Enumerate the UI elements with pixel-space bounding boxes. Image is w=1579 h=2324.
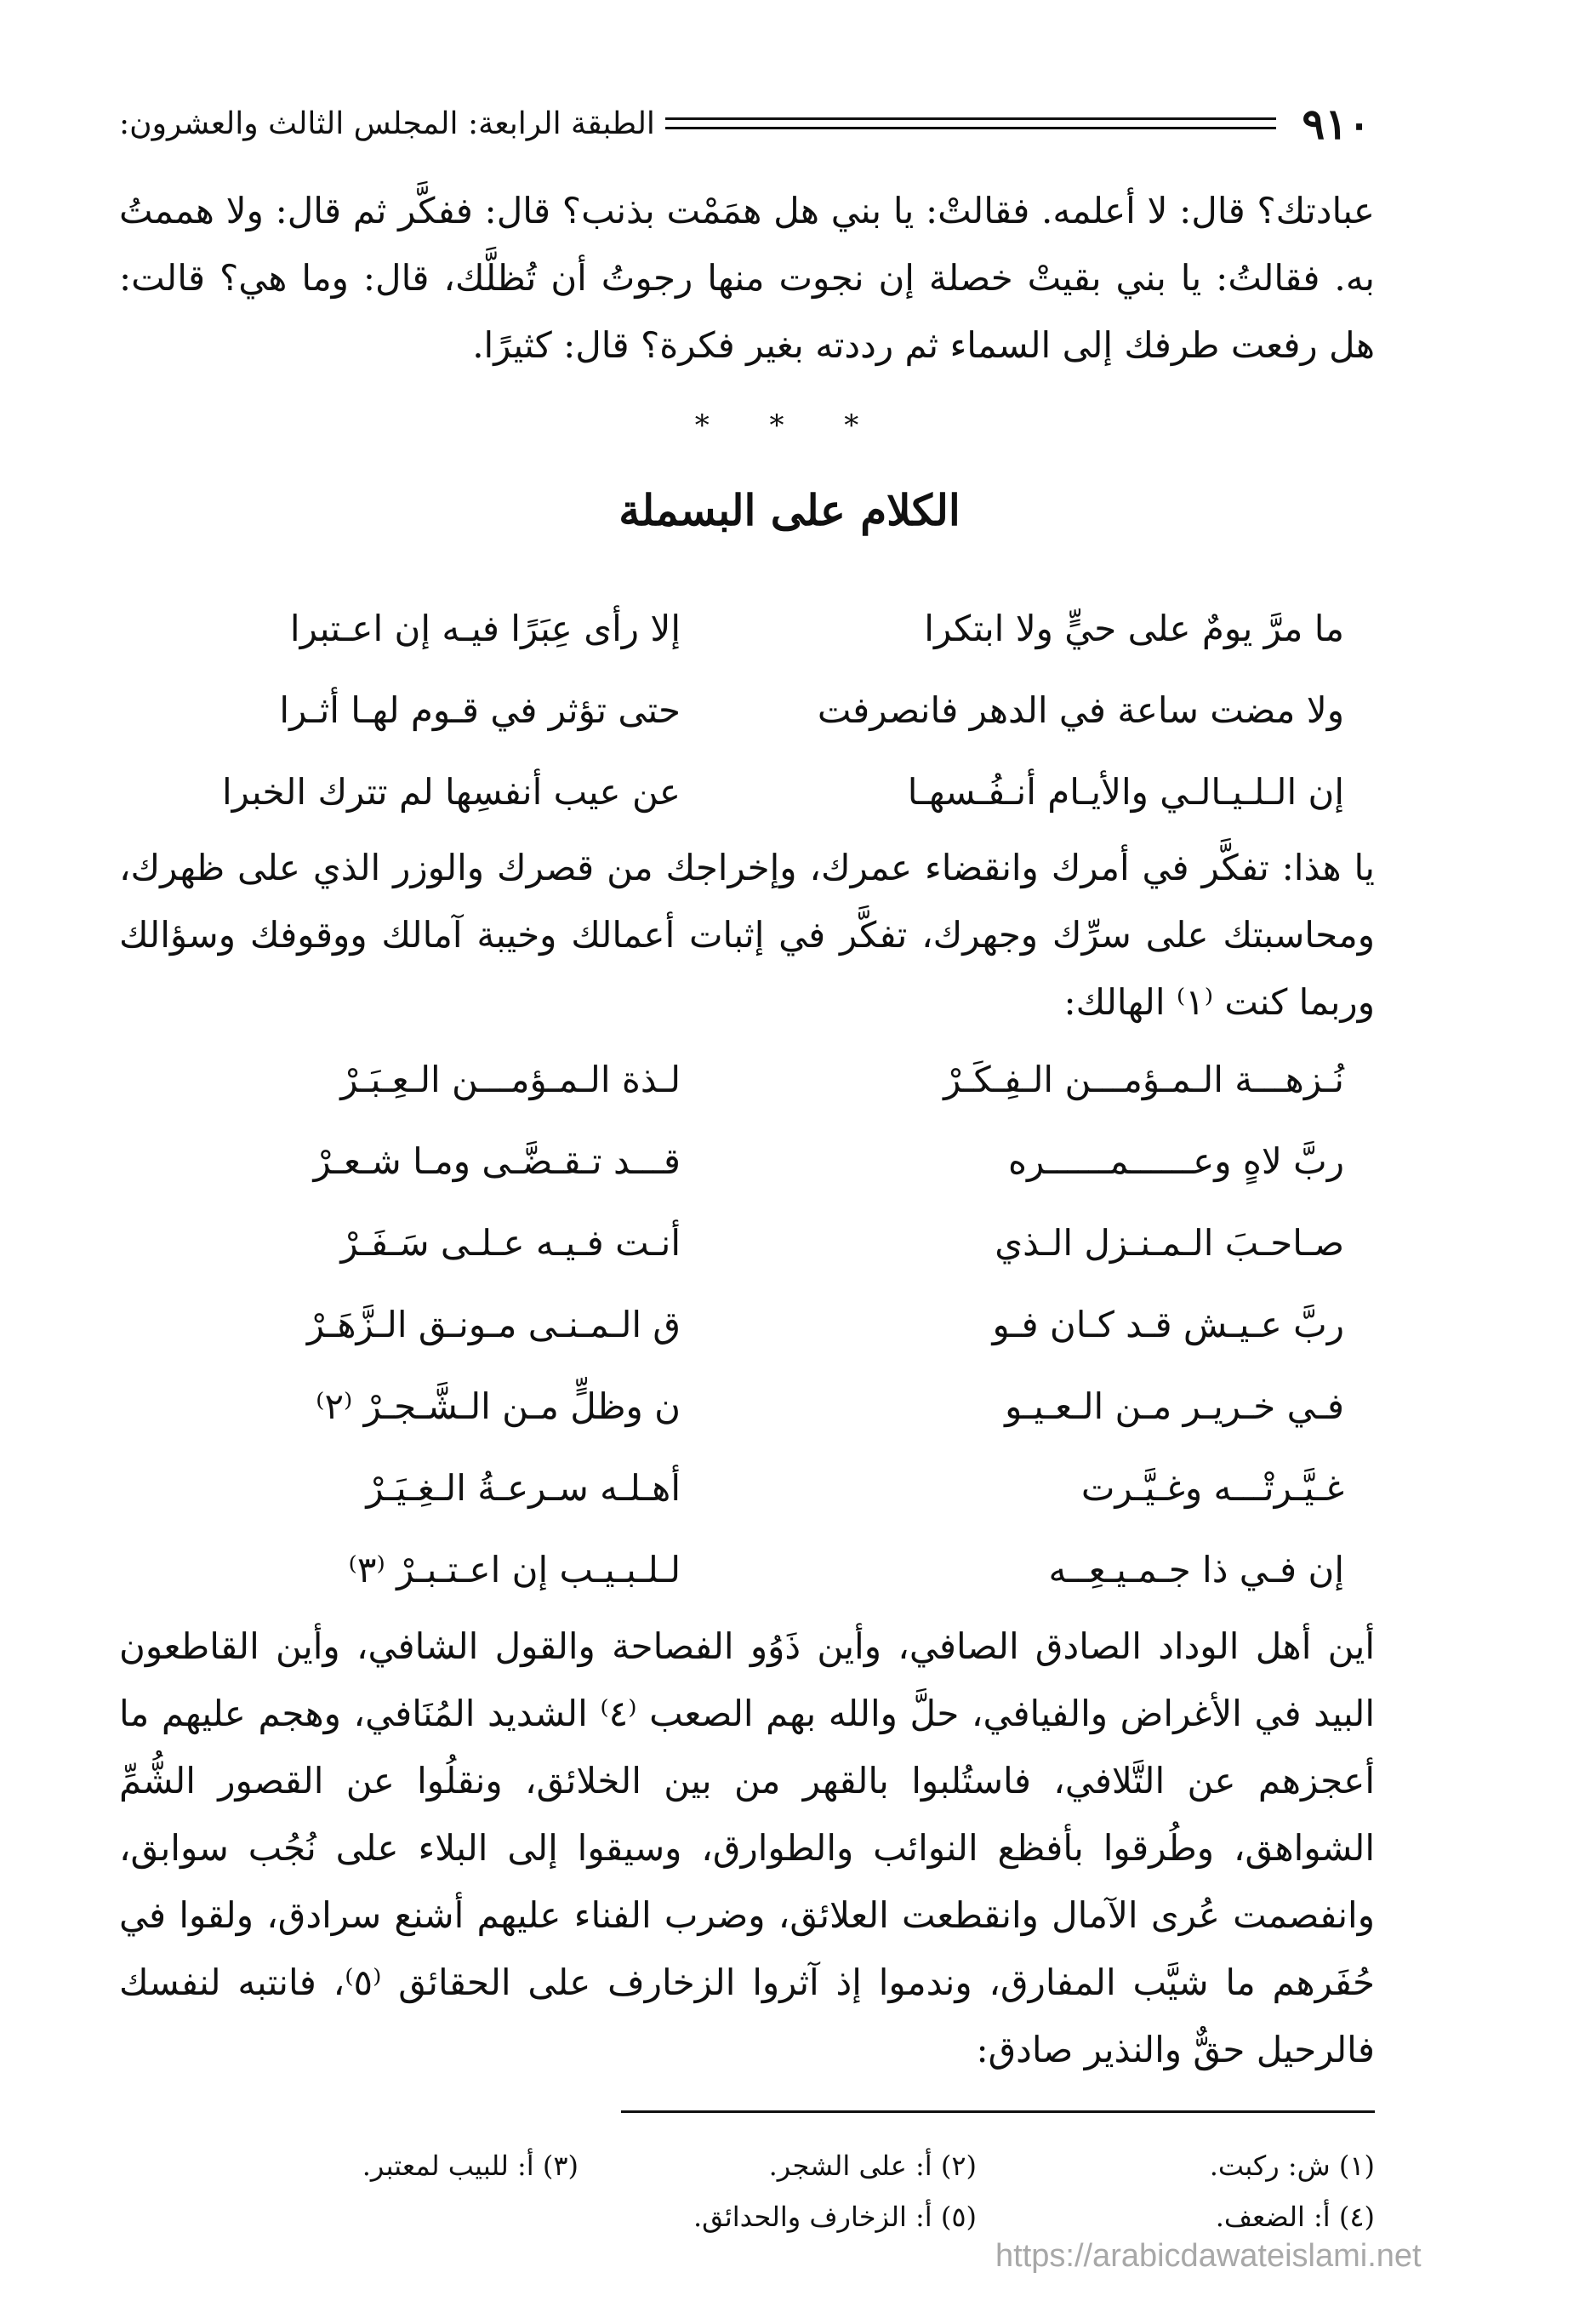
verse-first-hemistich: ما مرَّ يومٌ على حيٍّ ولا ابتكرا [924, 607, 1344, 649]
verse-first-hemistich: نُـزهـــة الـمـؤمـــن الـفِـكَـرْ [943, 1058, 1344, 1100]
footnote-row [179, 2140, 1375, 2191]
footnote: (١) ش: ركبت. [1209, 2150, 1375, 2182]
poem-2 [170, 1038, 1344, 1610]
poem-verse [170, 1120, 1344, 1202]
verse-second-hemistich: حتى تؤثر في قـوم لهـا أثـرا [279, 688, 681, 731]
intro-paragraph: عبادتك؟ قال: لا أعلمه. فقالتْ: يا بني هل همَمْت بذنب؟ قال: ففكَّر ثم قال: ولا هممتُ به. فقالتُ: يا بني بقيتْ خصلة إن نجوت منها رجوتُ أن تُظلَّك، قال: وما هي؟ قالت: هل رفعت طرفك إلى السماء ثم رددته بغير فكرة؟ قال: كثيرًا. [119, 190, 1375, 366]
verse-second-hemistich: لـذة الـمـؤمـــن الـعِـبَـرْ [340, 1058, 681, 1100]
verse-second-hemistich: ن وظلٍّ مـن الـشَّـجـرْ ⁽٢⁾ [316, 1385, 681, 1427]
running-header [119, 98, 1371, 149]
poem-verse [170, 1283, 1344, 1365]
section-separator: * * * [694, 408, 885, 443]
verse-first-hemistich: غـيَّـرتْـــه وغـيَّـرت [1080, 1466, 1344, 1509]
section-title: الكلام على البسملة [618, 485, 961, 535]
poem-verse [170, 1365, 1344, 1447]
poem-1 [170, 587, 1344, 832]
footnote-row [179, 2191, 1375, 2242]
watermark-url: https://arabicdawateislami.net [995, 2238, 1422, 2274]
footnote: (٤) أ: الضعف. [1215, 2201, 1375, 2233]
middle-paragraph: يا هذا: تفكَّر في أمرك وانقضاء عمرك، وإخراجك من قصرك والوزر الذي على ظهرك، ومحاسبتك على سرِّك وجهرك، تفكَّر في إثبات أعمالك وخيبة آمالك ووقوفك وسؤالك وربما كنت ⁽١⁾ الهالك: [119, 847, 1375, 1023]
poem-verse [170, 751, 1344, 832]
verse-first-hemistich: إن فـي ذا جـمـيـعِــه [1048, 1548, 1344, 1590]
final-paragraph: أين أهل الوداد الصادق الصافي، وأين ذَوُو الفصاحة والقول الشافي، وأين القاطعون البيد في الأغراض والفيافي، حلَّ والله بهم الصعب ⁽٤⁾ الشديد المُنَافي، وهجم عليهم ما أعجزهم عن التَّلافي، فاستُلبوا بالقهر من بين الخلائق، ونقلُوا عن القصور الشُّمِّ الشواهق، وطُرقوا بأفظع النوائب والطوارق، وسيقوا إلى البلاء على نُجُب سوابق، وانفصمت عُرى الآمال وانقطعت العلائق، وضرب الفناء عليهم أشنع سرادق، ولقوا في حُفَرهم ما شيَّب المفارق، وندموا إذ آثروا الزخارف على الحقائق ⁽٥⁾، فانتبه لنفسك فالرحيل حقٌّ والنذير صادق: [119, 1625, 1375, 2070]
poem-verse [170, 587, 1344, 669]
footnote: (٣) أ: للبيب لمعتبر. [362, 2150, 579, 2182]
footnote: (٥) أ: الزخارف والحدائق. [693, 2201, 977, 2233]
header-rule [665, 117, 1277, 129]
verse-second-hemistich: قـــد تـقـضَّـى ومـا شـعـرْ [313, 1139, 681, 1182]
verse-second-hemistich: أهـلـه سـرعـةُ الـغِـيَـرْ [366, 1466, 681, 1509]
footnote-rule [621, 2110, 1375, 2113]
verse-first-hemistich: ربَّ لاهٍ وعــــــمــــــره [1008, 1139, 1344, 1182]
verse-first-hemistich: ولا مضت ساعة في الدهر فانصرفت [817, 688, 1344, 731]
footnotes [179, 2140, 1375, 2242]
verse-second-hemistich: إلا رأى عِبَرًا فيـه إن اعـتبرا [289, 607, 681, 649]
verse-first-hemistich: صـاحـبَ الـمـنـزل الـذي [995, 1221, 1344, 1264]
poem-verse [170, 1447, 1344, 1528]
verse-first-hemistich: ربَّ عـيـش قـد كـان فـو [992, 1303, 1344, 1345]
verse-second-hemistich: أنـت فـيـه عـلـى سَـفَـرْ [340, 1221, 681, 1264]
verse-second-hemistich: عن عيب أنفسِها لم تترك الخبرا [222, 770, 681, 813]
poem-verse [170, 669, 1344, 751]
verse-first-hemistich: إن الـلـيـالـي والأيـام أنـفُـسهـا [907, 770, 1344, 813]
poem-verse [170, 1528, 1344, 1610]
verse-second-hemistich: ق الـمـنـى مـونـق الـزَّهَـرْ [306, 1303, 681, 1345]
poem-verse [170, 1202, 1344, 1283]
verse-second-hemistich: لـلـبـيـب إن اعـتـبـرْ ⁽٣⁾ [348, 1548, 681, 1590]
verse-first-hemistich: فـي خـريـر مـن الـعـيـو [1005, 1385, 1344, 1427]
page-number: ٩١٠ [1302, 98, 1371, 149]
footnote: (٢) أ: على الشجر. [768, 2150, 977, 2182]
header-title: الطبقة الرابعة: المجلس الثالث والعشرون: [119, 106, 655, 141]
poem-verse [170, 1038, 1344, 1120]
